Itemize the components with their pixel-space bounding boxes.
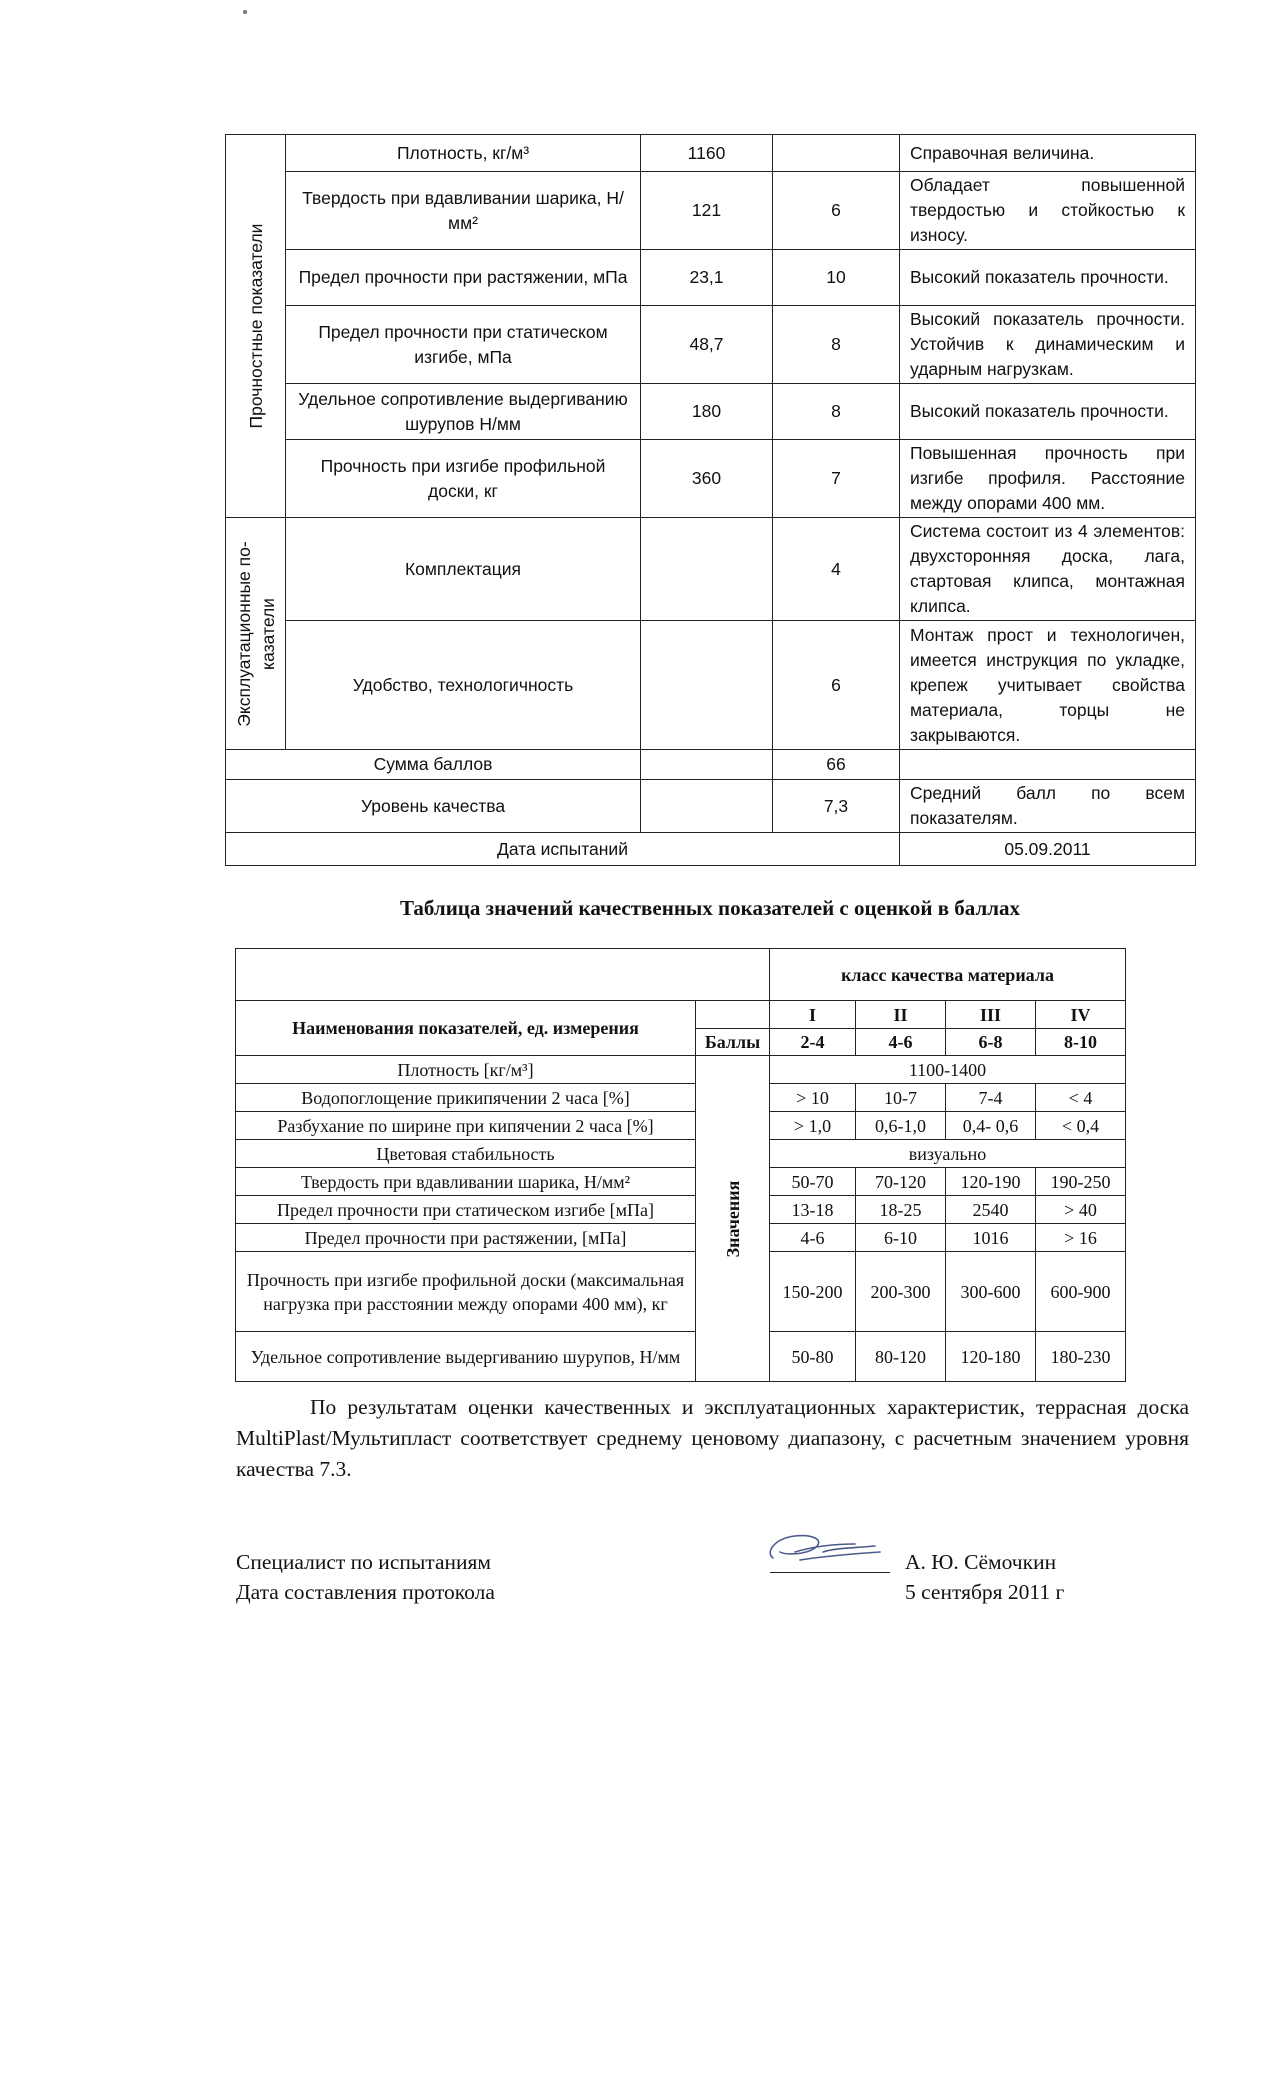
class-value: 80-120 — [856, 1332, 946, 1382]
specialist-role: Специалист по испытаниям — [236, 1550, 492, 1574]
indicator-name: Предел прочности при растяжении, [мПа] — [236, 1224, 696, 1252]
class-value: 18-25 — [856, 1196, 946, 1224]
indicator-score: 7 — [773, 440, 900, 518]
indicator-name: Предел прочности при статическом изгибе [мПа] — [236, 1196, 696, 1224]
class-value: 200-300 — [856, 1252, 946, 1332]
empty-cell — [641, 750, 773, 780]
indicator-note: Система состоит из 4 элементов: двухсторонняя доска, лага, стартовая клипса, монтажная клипса. — [900, 518, 1196, 621]
indicator-name: Твердость при вдавливании шарика, Н/мм² — [236, 1168, 696, 1196]
class-label: IV — [1036, 1001, 1126, 1029]
score-range: 4-6 — [856, 1029, 946, 1056]
indicator-note: Монтаж прост и технологичен, имеется инструкция по укладке, крепеж учитывает свойства материала, торцы не закрываются. — [900, 621, 1196, 750]
indicator-name: Водопоглощение прикипячении 2 часа [%] — [236, 1084, 696, 1112]
indicator-name: Плотность, кг/м³ — [286, 135, 641, 172]
indicator-name: Прочность при изгибе профильной доски (максимальная нагрузка при расстоянии между опорами 400 мм), кг — [236, 1252, 696, 1332]
class-value: 50-80 — [770, 1332, 856, 1382]
class-value: 190-250 — [1036, 1168, 1126, 1196]
indicator-note: Высокий показатель прочности. — [900, 250, 1196, 306]
indicator-value: 180 — [641, 384, 773, 440]
indicator-score: 8 — [773, 384, 900, 440]
class-value: 13-18 — [770, 1196, 856, 1224]
table-row — [236, 1168, 1126, 1196]
table-caption: Таблица значений качественных показателей с оценкой в баллах — [399, 896, 1021, 920]
protocol-date-label: Дата составления протокола — [236, 1580, 495, 1604]
table-row — [226, 250, 1196, 306]
values-label-cell — [696, 1056, 770, 1382]
indicator-name: Прочность при изгибе профильной доски, кг — [286, 440, 641, 518]
group-strength-label: Прочностные показатели — [245, 223, 266, 429]
quality-class-table — [235, 948, 1126, 1382]
class-value: 0,6-1,0 — [856, 1112, 946, 1140]
quality-label: Уровень качества — [226, 780, 641, 833]
class-value: 300-600 — [946, 1252, 1036, 1332]
indicator-name: Удобство, технологичность — [286, 621, 641, 750]
indicator-name: Предел прочности при статическом изгибе, мПа — [286, 306, 641, 384]
class-value: > 16 — [1036, 1224, 1126, 1252]
conclusion-paragraph: По результатам оценки качественных и эксплуатационных характеристик, террасная доска MultiPlast/Мультипласт соответствует среднему ценовому диапазону, с расчетным значением уровня качества 7.3. — [236, 1395, 1189, 1481]
group-label-cell — [226, 135, 286, 518]
indicator-name: Предел прочности при растяжении, мПа — [286, 250, 641, 306]
class-value: > 10 — [770, 1084, 856, 1112]
empty-header-cell — [696, 1001, 770, 1029]
signature-line — [770, 1572, 890, 1573]
indicator-name: Комплектация — [286, 518, 641, 621]
indicator-note: Обладает повышенной твердостью и стойкостью к износу. — [900, 172, 1196, 250]
indicator-value: 121 — [641, 172, 773, 250]
class-value: 6-10 — [856, 1224, 946, 1252]
sum-row — [226, 750, 1196, 780]
table-row — [236, 1140, 1126, 1168]
specialist-name: А. Ю. Сёмочкин — [905, 1550, 1057, 1574]
class-value: > 40 — [1036, 1196, 1126, 1224]
class-value: < 0,4 — [1036, 1112, 1126, 1140]
name-header: Наименования показателей, ед. измерения — [236, 1001, 696, 1056]
date-row — [226, 833, 1196, 866]
class-value: 10-7 — [856, 1084, 946, 1112]
class-value: < 4 — [1036, 1084, 1126, 1112]
table-row — [236, 1332, 1126, 1382]
group-exploitation-label: Эксплуатационные по-казатели — [233, 540, 278, 727]
indicator-name: Удельное сопротивление выдергиванию шурупов, Н/мм — [236, 1332, 696, 1382]
group-label-cell — [226, 518, 286, 750]
table-row — [226, 384, 1196, 440]
table-header-row — [236, 1001, 1126, 1029]
indicator-range: визуально — [770, 1140, 1126, 1168]
indicator-name: Разбухание по ширине при кипячении 2 часа [%] — [236, 1112, 696, 1140]
handwritten-signature — [755, 1522, 905, 1572]
class-value: 70-120 — [856, 1168, 946, 1196]
indicator-name: Цветовая стабильность — [236, 1140, 696, 1168]
table-row — [226, 135, 1196, 172]
table-row — [236, 1196, 1126, 1224]
class-label: II — [856, 1001, 946, 1029]
class-label: III — [946, 1001, 1036, 1029]
class-value: 150-200 — [770, 1252, 856, 1332]
indicator-value: 1160 — [641, 135, 773, 172]
score-range: 8-10 — [1036, 1029, 1126, 1056]
indicator-score: 6 — [773, 621, 900, 750]
class-value: 180-230 — [1036, 1332, 1126, 1382]
scan-speck — [243, 10, 247, 14]
indicator-value — [641, 518, 773, 621]
indicator-range: 1100-1400 — [770, 1056, 1126, 1084]
class-value: 50-70 — [770, 1168, 856, 1196]
indicator-note: Высокий показатель прочности. — [900, 384, 1196, 440]
score-range: 6-8 — [946, 1029, 1036, 1056]
score-range: 2-4 — [770, 1029, 856, 1056]
protocol-date-value: 5 сентября 2011 г — [905, 1580, 1065, 1604]
table-row — [226, 518, 1196, 621]
class-value: 600-900 — [1036, 1252, 1126, 1332]
class-value: 120-190 — [946, 1168, 1036, 1196]
empty-scan-area — [0, 1730, 1275, 2100]
indicator-name: Удельное сопротивление выдергиванию шурупов Н/мм — [286, 384, 641, 440]
class-label: I — [770, 1001, 856, 1029]
indicator-name: Твердость при вдавливании шарика, Н/мм² — [286, 172, 641, 250]
quality-value: 7,3 — [773, 780, 900, 833]
class-value: 2540 — [946, 1196, 1036, 1224]
table-row — [226, 621, 1196, 750]
empty-header-cell — [236, 949, 770, 1001]
indicator-value — [641, 621, 773, 750]
class-value: 4-6 — [770, 1224, 856, 1252]
indicator-value: 48,7 — [641, 306, 773, 384]
sum-value: 66 — [773, 750, 900, 780]
table-row — [226, 172, 1196, 250]
test-date-label: Дата испытаний — [226, 833, 900, 866]
table-row — [226, 440, 1196, 518]
table-row — [236, 1252, 1126, 1332]
class-value: 7-4 — [946, 1084, 1036, 1112]
empty-cell — [900, 750, 1196, 780]
indicator-note: Справочная величина. — [900, 135, 1196, 172]
indicator-value: 23,1 — [641, 250, 773, 306]
indicator-note: Повышенная прочность при изгибе профиля. Расстояние между опорами 400 мм. — [900, 440, 1196, 518]
indicator-name: Плотность [кг/м³] — [236, 1056, 696, 1084]
indicator-score — [773, 135, 900, 172]
indicator-score: 8 — [773, 306, 900, 384]
class-value: 1016 — [946, 1224, 1036, 1252]
empty-cell — [641, 780, 773, 833]
test-date-value: 05.09.2011 — [900, 833, 1196, 866]
class-value: 120-180 — [946, 1332, 1036, 1382]
indicator-score: 6 — [773, 172, 900, 250]
table-row — [236, 1056, 1126, 1084]
class-value: 0,4- 0,6 — [946, 1112, 1036, 1140]
class-value: > 1,0 — [770, 1112, 856, 1140]
scores-label: Баллы — [696, 1029, 770, 1056]
table-row — [236, 1112, 1126, 1140]
indicator-value: 360 — [641, 440, 773, 518]
table-row — [236, 1224, 1126, 1252]
values-label: Значения — [722, 1180, 743, 1257]
sum-label: Сумма баллов — [226, 750, 641, 780]
indicator-score: 10 — [773, 250, 900, 306]
indicator-note: Высокий показатель прочности. Устойчив к динамическим и ударным нагрузкам. — [900, 306, 1196, 384]
table-row — [226, 306, 1196, 384]
table-header-row — [236, 949, 1126, 1001]
quality-note: Средний балл по всем показателям. — [900, 780, 1196, 833]
indicator-score: 4 — [773, 518, 900, 621]
test-results-table — [225, 134, 1196, 866]
quality-row — [226, 780, 1196, 833]
table-row — [236, 1084, 1126, 1112]
class-header: класс качества материала — [770, 949, 1126, 1001]
